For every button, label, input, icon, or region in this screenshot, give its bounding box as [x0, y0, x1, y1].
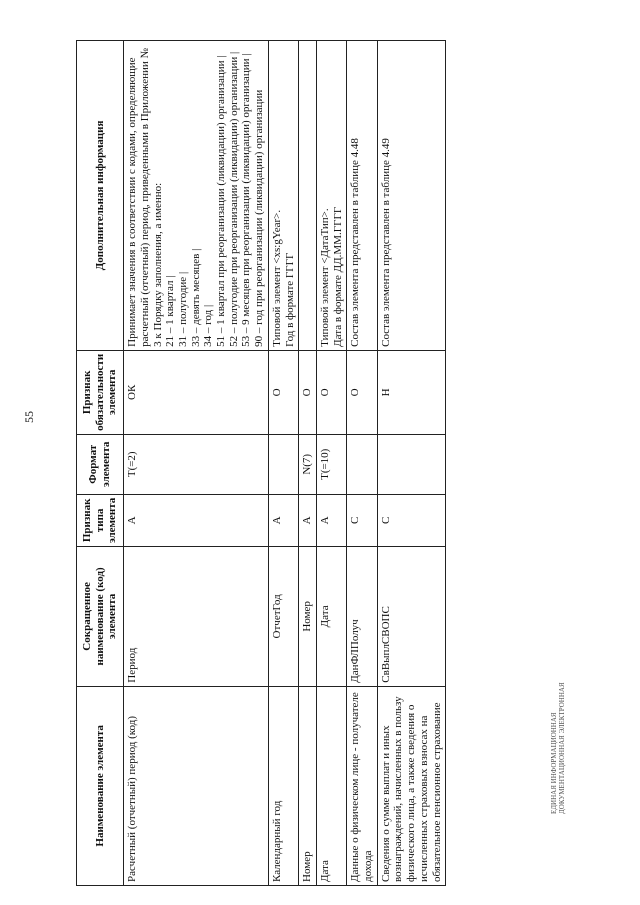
rotated-table-container: [76, 40, 525, 886]
info-line: Состав элемента представлен в таблице 4.49: [379, 138, 392, 347]
cell-required: О: [268, 350, 298, 434]
cell-code: Номер: [299, 547, 317, 687]
cell-code: Период: [124, 547, 269, 687]
cell-code: Дата: [316, 547, 346, 687]
cell-info: [124, 41, 269, 351]
cell-type: А: [268, 494, 298, 546]
header-format: Формат элемента: [77, 434, 124, 494]
info-line: 53 – 9 месяцев при реорганизации (ликвидации) организации |: [240, 53, 253, 347]
cell-name: Номер: [299, 686, 317, 885]
cell-format: N(7): [299, 434, 317, 494]
info-line: Состав элемента представлен в таблице 4.48: [349, 138, 362, 347]
cell-name: Расчетный (отчетный) период (код): [124, 686, 269, 885]
info-line: 21 – 1 квартал |: [164, 275, 177, 347]
table-row: [299, 41, 317, 886]
header-info: Дополнительная информация: [77, 41, 124, 351]
info-line: Дата в формате ДД.ММ.ГГГГ: [331, 206, 344, 347]
cell-name: Сведения о сумме выплат и иных вознаграждений, начисленных в пользу физического лица, а также сведения о исчисленных страховых взносах на обязательное пенсионное страхование: [377, 686, 446, 885]
cell-format: T(=10): [316, 434, 346, 494]
header-name: Наименование элемента: [77, 686, 124, 885]
info-line: 34 – год |: [202, 304, 215, 347]
page-number: 55: [22, 411, 36, 423]
cell-type: С: [347, 494, 377, 546]
cell-info: [347, 41, 377, 351]
cell-type: А: [316, 494, 346, 546]
cell-required: О: [347, 350, 377, 434]
table-row: [316, 41, 346, 886]
header-type: Признак типа элемента: [77, 494, 124, 546]
cell-code: СвВыплСВОПС: [377, 547, 446, 687]
table-header-row: [77, 41, 124, 886]
info-line: 90 – год при реорганизации (ликвидации) организации: [253, 89, 266, 347]
cell-info: [268, 41, 298, 351]
elements-table: [76, 40, 446, 886]
cell-code: ОтчетГод: [268, 547, 298, 687]
cell-name: Календарный год: [268, 686, 298, 885]
cell-required: Н: [377, 350, 446, 434]
cell-info: [377, 41, 446, 351]
cell-format: Т(=2): [124, 434, 269, 494]
table-row: [377, 41, 446, 886]
info-line: Принимает значения в соответствии с кодами, определяющие расчетный (отчетный) период, приведенными в Приложении № 3 к Порядку заполнения, а именно:: [126, 47, 164, 347]
info-line: 51 – 1 квартал при реорганизации (ликвидации) организации |: [215, 55, 228, 347]
cell-required: О: [316, 350, 346, 434]
cell-name: Данные о физическом лице - получателе дохода: [347, 686, 377, 885]
table-row: [268, 41, 298, 886]
stamp-line: ДОКУМЕНТАЦИОННАЯ ЭЛЕКТРОННАЯ: [558, 682, 566, 814]
cell-type: А: [124, 494, 269, 546]
cell-type: С: [377, 494, 446, 546]
cell-format: [377, 434, 446, 494]
info-line: Типовой элемент <xs:gYear>.: [270, 209, 283, 347]
stamp-line: ЕДИНАЯ ИНФОРМАЦИОННАЯ: [550, 712, 558, 814]
info-line: 33 – девять месяцев |: [189, 248, 202, 347]
cell-info: [316, 41, 346, 351]
table-row: [347, 41, 377, 886]
cell-format: [347, 434, 377, 494]
info-line: Типовой элемент <ДатаТип>.: [318, 208, 331, 347]
cell-format: [268, 434, 298, 494]
cell-required: ОК: [124, 350, 269, 434]
info-line: Год в формате ГГГГ: [283, 252, 296, 347]
info-line: 52 – полугодие при реорганизации (ликвидации) организации |: [227, 51, 240, 347]
cell-type: А: [299, 494, 317, 546]
cell-name: Дата: [316, 686, 346, 885]
document-stamp: [550, 682, 566, 814]
header-code: Сокращенное наименование (код) элемента: [77, 547, 124, 687]
cell-info: [299, 41, 317, 351]
header-required: Признак обязательности элемента: [77, 350, 124, 434]
cell-code: ДанФЛПолуч: [347, 547, 377, 687]
cell-required: О: [299, 350, 317, 434]
info-line: 31 – полугодие |: [176, 271, 189, 347]
table-row: [124, 41, 269, 886]
